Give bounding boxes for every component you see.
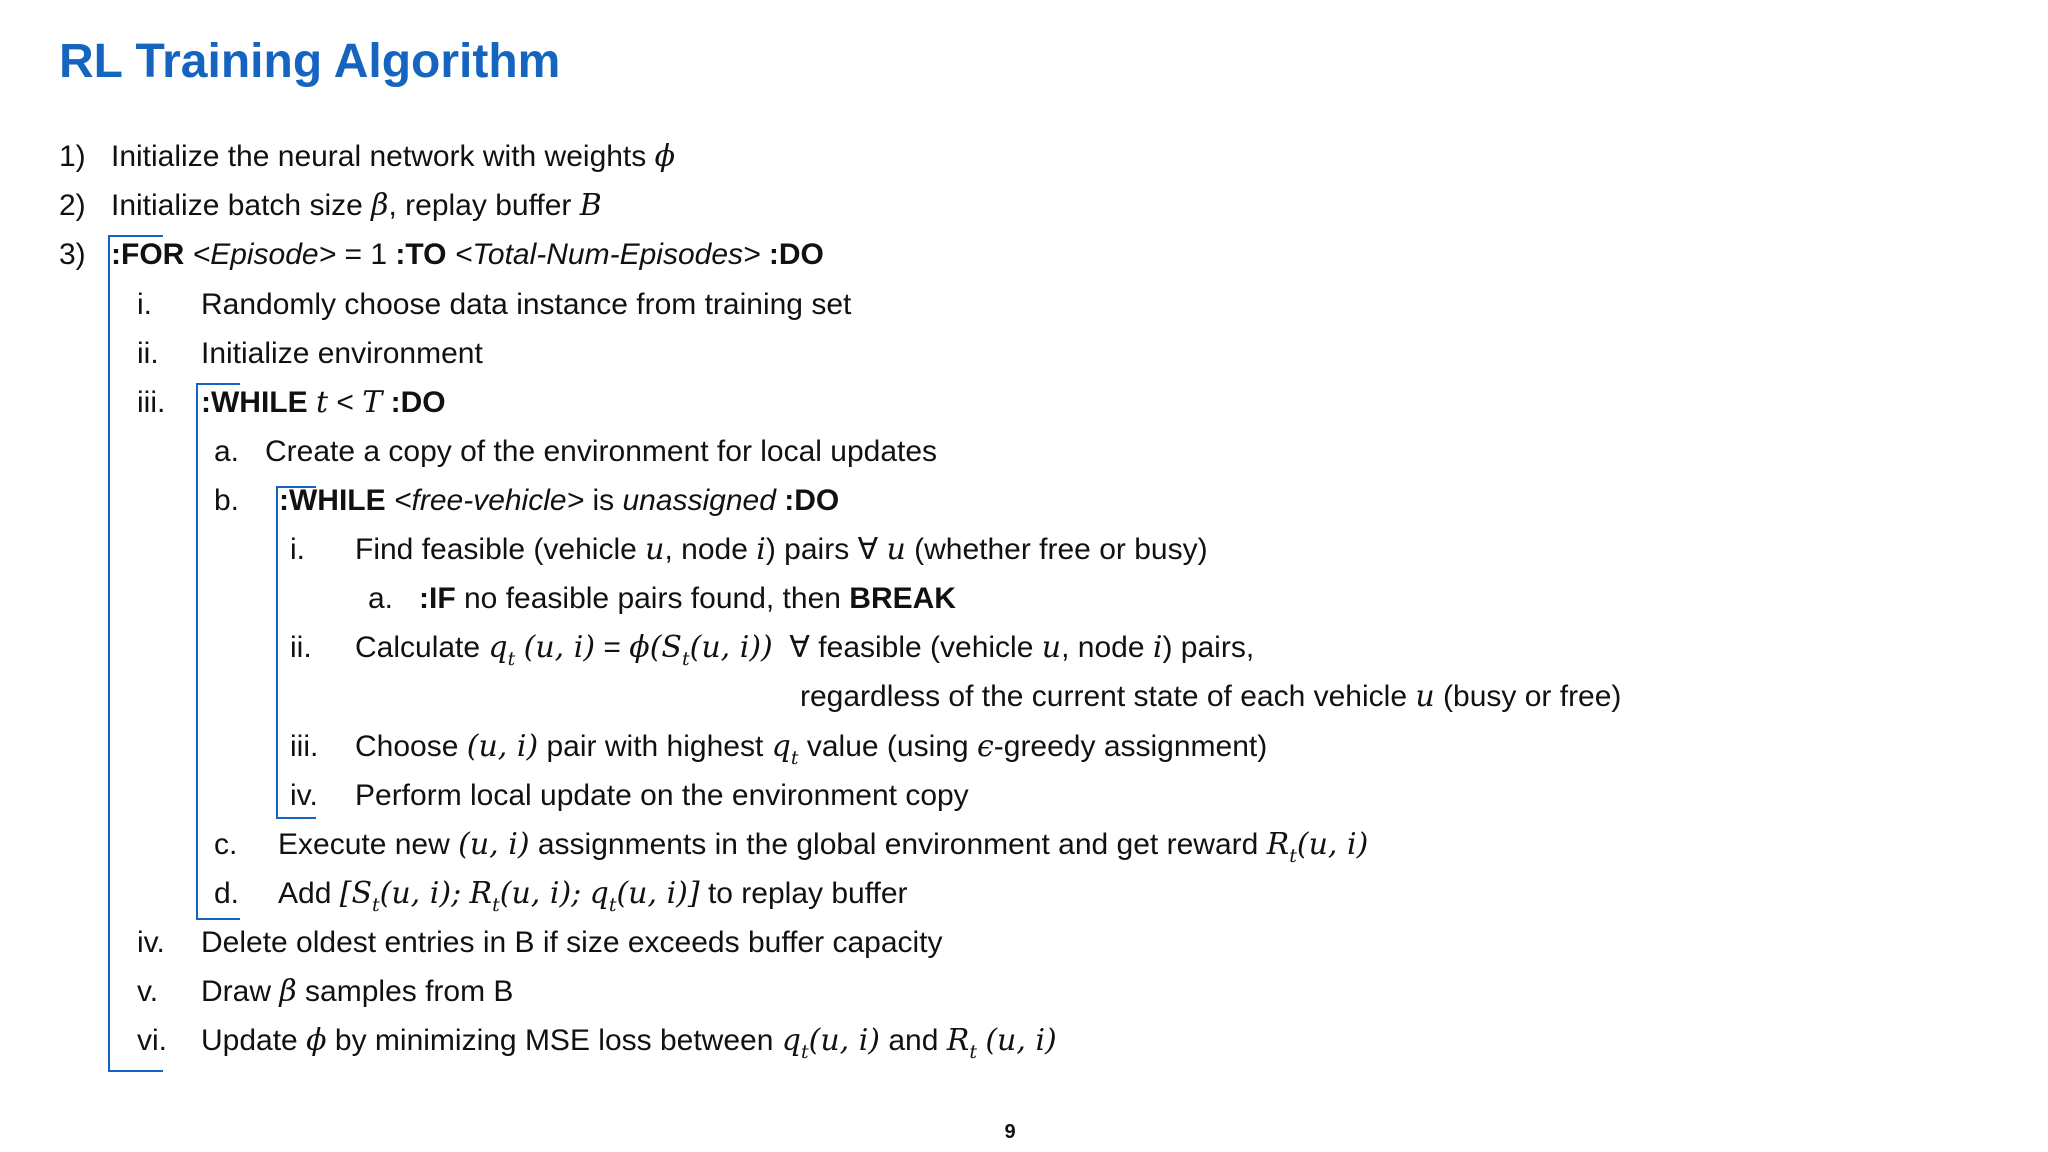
step-a-text: Create a copy of the environment for local updates [265,435,938,468]
step-b-while: :WHILE <free-vehicle> is unassigned :DO [279,484,840,517]
step-3-iii-num: iii. [137,386,166,419]
step-b-num: b. [214,484,240,517]
step-b-i-num: i. [290,533,305,566]
step-1-text: Initialize the neural network with weights ϕ [111,139,676,174]
step-3-ii-num: ii. [137,337,159,370]
step-3-iii-while: :WHILE t < T :DO [201,385,446,420]
step-b-ii-continuation: regardless of the current state of each vehicle u (busy or free) [800,679,1622,714]
step-2: 2) [59,189,86,222]
step-2-text: Initialize batch size β, replay buffer B [111,188,602,223]
step-b-iv-text: Perform local update on the environment copy [355,779,969,812]
step-b-i-a-num: a. [368,582,394,615]
slide-title: RL Training Algorithm [59,35,561,88]
step-3-iv-num: iv. [137,926,165,959]
step-3-iv-text: Delete oldest entries in B if size exceeds buffer capacity [201,926,943,959]
step-b-iv-num: iv. [290,779,318,812]
step-b-i-text: Find feasible (vehicle u, node i) pairs ∀ u (whether free or busy) [355,532,1208,567]
step-3-v-num: v. [137,975,159,1008]
step-d-num: d. [214,877,240,910]
step-1: 1) [59,140,86,173]
step-3: 3) [59,238,86,271]
step-a-num: a. [214,435,240,468]
step-b-iii-text: Choose (u, i) pair with highest $q_t$ value (using ϵ-greedy assignment) [355,729,1268,769]
step-3-ii-text: Initialize environment [201,337,483,370]
step-d-text: Add [$S_t(u$, i); $R_t(u$, i); $q_t(u$, i)] to replay buffer [278,876,908,916]
step-3-for-loop: :FOR <Episode> = 1 :TO <Total-Num-Episodes> :DO [111,238,824,271]
step-b-i-a-text: :IF no feasible pairs found, then BREAK [419,582,956,615]
step-b-ii-num: ii. [290,631,312,664]
step-3-i-num: i. [137,288,152,321]
page-number: 9 [1004,1121,1016,1143]
step-3-i-text: Randomly choose data instance from training set [201,288,852,321]
step-c-text: Execute new (u, i) assignments in the global environment and get reward $R_t(u$, i) [278,827,1369,867]
step-3-vi-num: vi. [137,1024,167,1057]
step-3-v-text: Draw β samples from B [201,974,514,1009]
step-c-num: c. [214,828,238,861]
step-b-ii-text: Calculate $q_t$ (u, $i) = \phi(S_t(u$, i)) ∀ feasible (vehicle u, node i) pairs, [355,630,1255,670]
step-3-vi-text: Update ϕ by minimizing MSE loss between $q_t(u$, i) and $R_t$ (u, i) [201,1023,1057,1063]
step-b-iii-num: iii. [290,730,319,763]
